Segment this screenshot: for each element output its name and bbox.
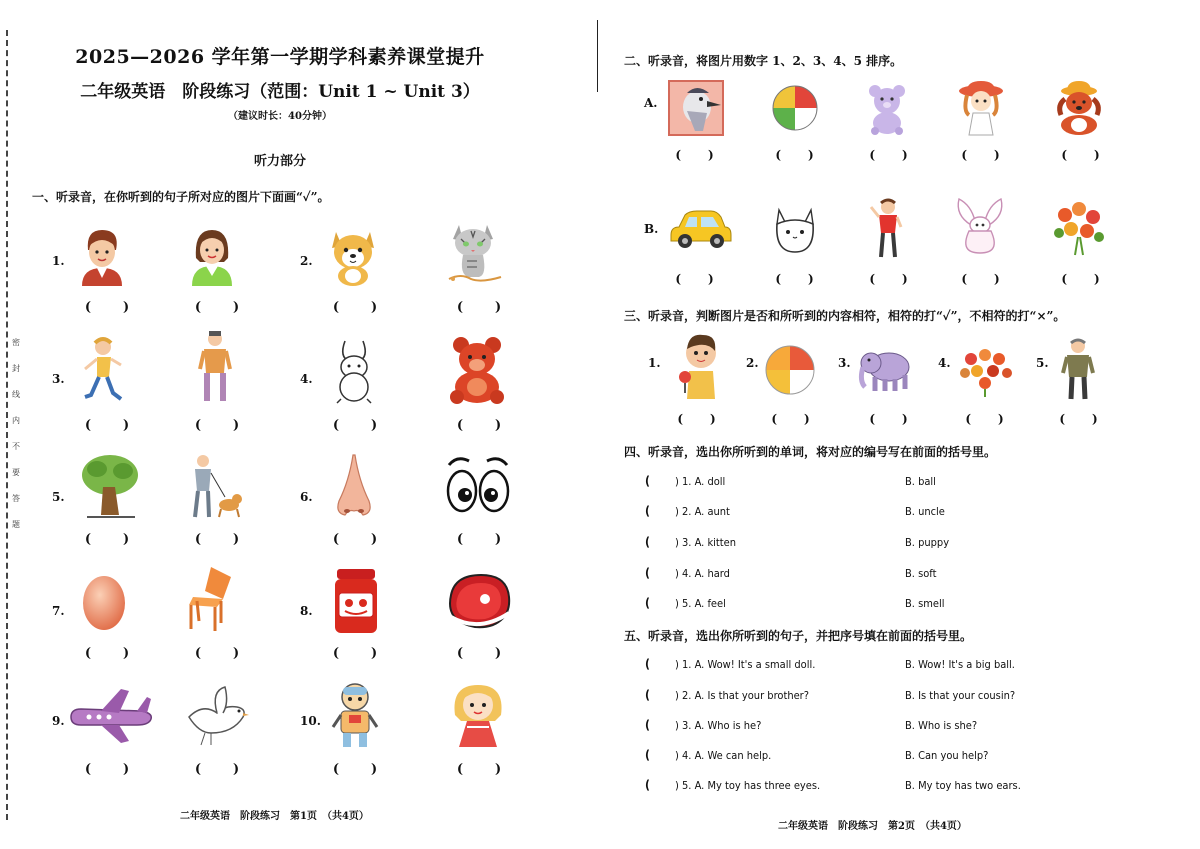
question-4-title: 四、听录音，选出你所听到的单词，将对应的编号写在前面的括号里。 bbox=[624, 445, 997, 459]
answer-paren[interactable]: ( bbox=[645, 748, 650, 762]
option-b: B. Is that your cousin? bbox=[905, 689, 1016, 702]
colorful-ball-picture bbox=[762, 340, 818, 400]
item-number-5: 5. bbox=[52, 490, 65, 504]
answer-blank[interactable]: ( ) bbox=[332, 300, 380, 315]
answer-blank[interactable]: ( ) bbox=[84, 646, 132, 661]
teddy-bear-picture bbox=[444, 334, 510, 406]
answer-blank[interactable]: ( ) bbox=[84, 418, 132, 433]
q5-item bbox=[645, 718, 1165, 738]
answer-blank[interactable]: ( ) bbox=[194, 300, 242, 315]
plane-picture bbox=[66, 684, 156, 748]
item-number-7: 7. bbox=[52, 604, 65, 618]
answer-paren[interactable]: ( bbox=[645, 718, 650, 732]
answer-blank[interactable]: ( ) bbox=[456, 532, 504, 547]
answer-blank[interactable]: ( ) bbox=[775, 148, 815, 162]
page-footer: 二年级英语 阶段练习 第2页 （共4页） bbox=[778, 821, 967, 832]
woman-picture bbox=[182, 222, 242, 288]
exam-title: 2025—2026 学年第一学期学科素养课堂提升 bbox=[75, 46, 485, 68]
q3-number-4: 4. bbox=[938, 356, 951, 370]
item-number-9: 9. bbox=[52, 714, 65, 728]
option-a: ) 4. A. We can help. bbox=[675, 749, 772, 762]
option-a: ) 1. A. doll bbox=[675, 475, 726, 488]
q5-item bbox=[645, 688, 1165, 708]
q3-number-3: 3. bbox=[838, 356, 851, 370]
answer-blank[interactable]: ( ) bbox=[869, 272, 909, 286]
q5-item bbox=[645, 778, 1165, 798]
section-heading: 听力部分 bbox=[253, 154, 306, 169]
option-a: ) 3. A. kitten bbox=[675, 536, 737, 549]
rabbit-picture bbox=[328, 336, 380, 406]
q3-number-2: 2. bbox=[746, 356, 759, 370]
item-number-6: 6. bbox=[300, 490, 313, 504]
answer-blank[interactable]: ( ) bbox=[1061, 148, 1101, 162]
binding-dashed-line bbox=[6, 30, 8, 820]
flowers-picture bbox=[1048, 196, 1108, 258]
answer-blank[interactable]: ( ) bbox=[332, 532, 380, 547]
answer-paren[interactable]: ( bbox=[645, 657, 650, 671]
answer-blank[interactable]: ( ) bbox=[84, 300, 132, 315]
q4-item bbox=[645, 566, 1165, 586]
q5-item bbox=[645, 748, 1165, 768]
option-b: B. ball bbox=[905, 475, 936, 488]
option-b: B. Wow! It's a big ball. bbox=[905, 658, 1015, 671]
q4-item bbox=[645, 535, 1165, 555]
item-number-2: 2. bbox=[300, 254, 313, 268]
boy-red-shirt-picture bbox=[866, 196, 910, 260]
answer-blank[interactable]: ( ) bbox=[332, 762, 380, 777]
question-5-title: 五、听录音，选出你所听到的句子，并把序号填在前面的括号里。 bbox=[624, 629, 973, 643]
answer-blank[interactable]: ( ) bbox=[961, 272, 1001, 286]
cat-picture bbox=[770, 204, 820, 258]
answer-blank[interactable]: ( ) bbox=[1061, 272, 1101, 286]
doll-picture bbox=[446, 680, 510, 750]
option-a: ) 5. A. feel bbox=[675, 597, 726, 610]
answer-paren[interactable]: ( bbox=[645, 504, 650, 518]
man-walking-dog-picture bbox=[184, 452, 244, 522]
q4-item bbox=[645, 474, 1165, 494]
page-footer: 二年级英语 阶段练习 第1页 （共4页） bbox=[180, 811, 369, 822]
option-b: B. My toy has two ears. bbox=[905, 779, 1021, 792]
bird-picture bbox=[180, 682, 252, 750]
option-b: B. Can you help? bbox=[905, 749, 989, 762]
q5-item bbox=[645, 657, 1165, 677]
chair-picture bbox=[184, 562, 240, 634]
item-number-1: 1. bbox=[52, 254, 65, 268]
answer-blank[interactable]: ( ) bbox=[456, 646, 504, 661]
robot-picture bbox=[328, 680, 382, 750]
tree-picture bbox=[78, 450, 142, 522]
eyes-picture bbox=[442, 450, 514, 522]
bunny-toy-picture bbox=[948, 194, 1012, 258]
option-a: ) 1. A. Wow! It's a small doll. bbox=[675, 658, 816, 671]
q3-number-1: 1. bbox=[648, 356, 661, 370]
answer-blank[interactable]: ( ) bbox=[194, 762, 242, 777]
option-a: ) 2. A. aunt bbox=[675, 505, 730, 518]
answer-blank[interactable]: ( ) bbox=[1059, 412, 1099, 426]
man-picture bbox=[190, 328, 240, 406]
answer-blank[interactable]: ( ) bbox=[869, 412, 909, 426]
running-boy-picture bbox=[76, 334, 132, 406]
meat-picture bbox=[444, 570, 514, 632]
boy-with-lollipop-picture bbox=[676, 330, 724, 402]
option-b: B. puppy bbox=[905, 536, 950, 549]
answer-blank[interactable]: ( ) bbox=[332, 646, 380, 661]
answer-paren[interactable]: ( bbox=[645, 778, 650, 792]
boy-picture bbox=[72, 222, 132, 288]
answer-paren[interactable]: ( bbox=[645, 566, 650, 580]
beach-ball-picture bbox=[770, 80, 820, 136]
page-divider bbox=[597, 20, 598, 92]
option-a: ) 5. A. My toy has three eyes. bbox=[675, 779, 821, 792]
answer-blank[interactable]: ( ) bbox=[332, 418, 380, 433]
answer-blank[interactable]: ( ) bbox=[456, 300, 504, 315]
answer-blank[interactable]: ( ) bbox=[194, 418, 242, 433]
option-b: B. Who is she? bbox=[905, 719, 978, 732]
answer-paren[interactable]: ( bbox=[645, 688, 650, 702]
option-b: B. soft bbox=[905, 567, 937, 580]
option-b: B. smell bbox=[905, 597, 945, 610]
egg-picture bbox=[78, 568, 130, 634]
binding-text: 密 封 线 内 不 要 答 题 bbox=[12, 338, 20, 529]
question-3-title: 三、听录音，判断图片是否和所听到的内容相符，相符的打“✓”，不相符的打“×”。 bbox=[624, 309, 1066, 323]
answer-blank[interactable]: ( ) bbox=[675, 148, 715, 162]
item-number-3: 3. bbox=[52, 372, 65, 386]
answer-paren[interactable]: ( bbox=[645, 474, 650, 488]
toy-bear-picture bbox=[864, 82, 910, 136]
answer-blank[interactable]: ( ) bbox=[84, 762, 132, 777]
answer-blank[interactable]: ( ) bbox=[194, 532, 242, 547]
answer-blank[interactable]: ( ) bbox=[456, 418, 504, 433]
answer-blank[interactable]: ( ) bbox=[194, 646, 242, 661]
q4-item bbox=[645, 504, 1165, 524]
option-a: ) 2. A. Is that your brother? bbox=[675, 689, 810, 702]
flower-bunch-picture bbox=[956, 344, 1016, 398]
puppy-picture bbox=[322, 220, 384, 288]
answer-blank[interactable]: ( ) bbox=[775, 272, 815, 286]
elephant-picture bbox=[856, 344, 916, 394]
exam-subtitle: 二年级英语 阶段练习（范围：Unit 1 ~ Unit 3） bbox=[80, 82, 480, 102]
answer-blank[interactable]: ( ) bbox=[677, 412, 717, 426]
answer-blank[interactable]: ( ) bbox=[869, 148, 909, 162]
answer-paren[interactable]: ( bbox=[645, 535, 650, 549]
nose-picture bbox=[330, 450, 378, 522]
answer-blank[interactable]: ( ) bbox=[771, 412, 811, 426]
row-label-b: B. bbox=[644, 222, 659, 236]
exam-duration: （建议时长：40分钟） bbox=[228, 111, 332, 122]
girl-doll-picture bbox=[954, 80, 1008, 138]
old-man-picture bbox=[1058, 336, 1098, 402]
q3-number-5: 5. bbox=[1036, 356, 1049, 370]
question-2-title: 二、听录音，将图片用数字 1、2、3、4、5 排序。 bbox=[624, 54, 903, 68]
question-1-title: 一、听录音，在你听到的句子所对应的图片下面画“✓”。 bbox=[32, 190, 330, 204]
answer-blank[interactable]: ( ) bbox=[961, 148, 1001, 162]
answer-blank[interactable]: ( ) bbox=[675, 272, 715, 286]
answer-blank[interactable]: ( ) bbox=[84, 532, 132, 547]
answer-paren[interactable]: ( bbox=[645, 596, 650, 610]
car-picture bbox=[666, 204, 734, 254]
item-number-4: 4. bbox=[300, 372, 313, 386]
option-b: B. uncle bbox=[905, 505, 945, 518]
kitten-picture bbox=[440, 216, 512, 286]
kingfisher-picture bbox=[666, 78, 726, 138]
row-label-a: A. bbox=[644, 96, 658, 110]
option-a: ) 3. A. Who is he? bbox=[675, 719, 762, 732]
dog-with-hat-picture bbox=[1048, 80, 1108, 138]
item-number-10: 10. bbox=[300, 714, 321, 728]
item-number-8: 8. bbox=[300, 604, 313, 618]
jam-jar-picture bbox=[328, 566, 384, 636]
answer-blank[interactable]: ( ) bbox=[965, 412, 1005, 426]
answer-blank[interactable]: ( ) bbox=[456, 762, 504, 777]
q4-item bbox=[645, 596, 1165, 616]
option-a: ) 4. A. hard bbox=[675, 567, 730, 580]
